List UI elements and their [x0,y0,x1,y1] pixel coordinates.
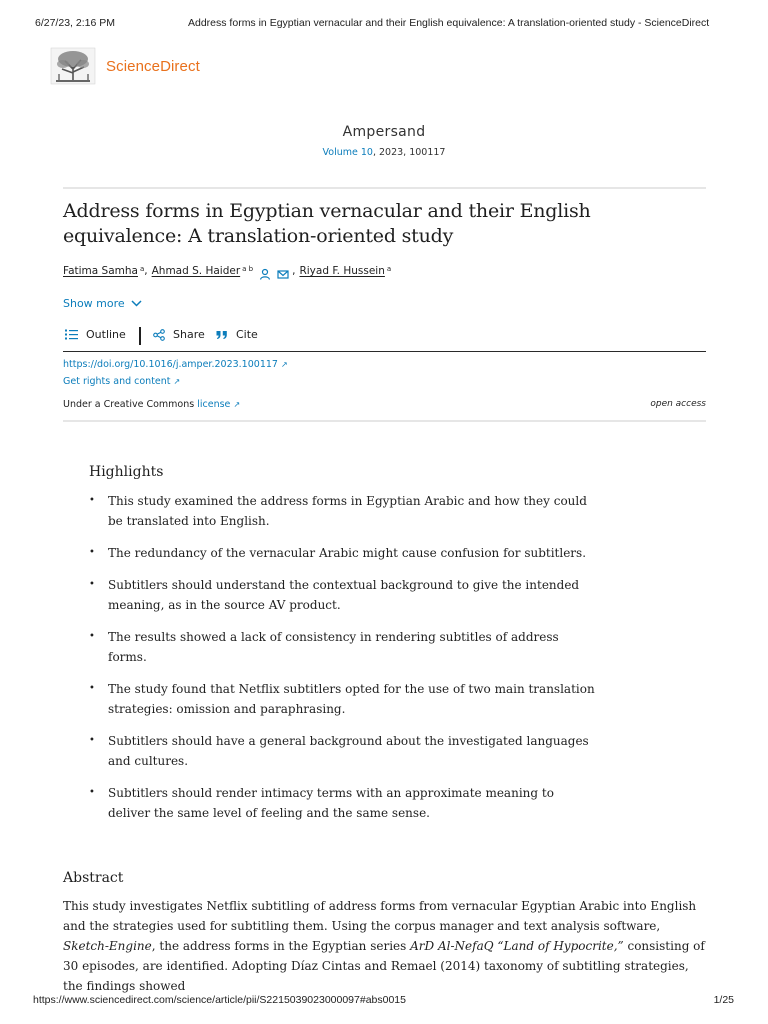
license-link[interactable]: license [197,399,231,410]
license-line [63,399,240,410]
author-list [63,265,391,283]
volume-details: , 2023, 100117 [372,147,446,158]
author-link[interactable]: Ahmad S. Haider [151,265,241,277]
bullet: • [89,631,95,642]
author-separator: , [292,265,296,277]
toolbar-separator [139,327,141,345]
highlights-list [89,491,599,835]
highlight-text: The study found that Netflix subtitlers opted for the use of two main translation strategies: omission and paraphrasing. [108,682,595,716]
author-separator: , [144,265,148,277]
print-page-title: Address forms in Egyptian vernacular and their English equivalence: A translation-oriented study - ScienceDirect [188,17,710,29]
abstract-italic: Sketch-Engine [63,939,152,953]
bullet: • [89,683,95,694]
journal-name[interactable]: Ampersand [342,124,426,140]
show-more-button[interactable] [63,297,142,310]
show-more-label: Show more [63,297,125,310]
highlight-text: Subtitlers should understand the contextual background to give the intended meaning, as in the source AV product. [108,578,580,612]
list-icon [65,329,78,340]
bullet: • [89,735,95,746]
author-affiliation[interactable]: a [386,265,392,273]
abstract-part: This study investigates Netflix subtitling of address forms from vernacular Egyptian Arabic into English and the strategies used for subtitling them. Using the corpus manager and text analysis software, [63,899,697,933]
list-item [89,491,599,531]
highlight-text: The results showed a lack of consistency in rendering subtitles of address forms. [108,630,559,664]
doi-link[interactable] [63,359,288,370]
person-icon[interactable] [259,268,271,283]
highlight-text: Subtitlers should have a general background about the investigated languages and cultures. [108,734,589,768]
quote-icon [216,330,228,340]
brand-name: ScienceDirect [106,57,200,75]
divider [63,420,706,422]
article-toolbar [63,327,706,352]
author-link[interactable]: Fatima Samha [63,265,138,277]
elsevier-tree-logo-icon [50,47,96,85]
email-icon[interactable] [277,268,289,283]
bullet: • [89,547,95,558]
divider [63,187,706,189]
list-item [89,679,599,719]
outline-button[interactable] [65,328,126,341]
highlight-text: The redundancy of the vernacular Arabic might cause confusion for subtitlers. [108,546,587,560]
open-access-label: open access [650,399,706,409]
print-url: https://www.sciencedirect.com/science/article/pii/S2215039023000097#abs0015 [33,994,406,1006]
list-item [89,783,599,823]
volume-line [0,147,768,158]
bullet: • [89,495,95,506]
bullet: • [89,579,95,590]
chevron-down-icon [131,300,142,307]
abstract-part: , the address forms in the Egyptian series [151,939,411,953]
highlight-text: Subtitlers should render intimacy terms with an approximate meaning to deliver the same level of feeling and the same sense. [108,786,554,820]
list-item [89,543,599,563]
share-button[interactable] [153,328,205,341]
author-affiliation[interactable]: a b [242,265,254,273]
cite-label: Cite [236,328,258,341]
doi-text: https://doi.org/10.1016/j.amper.2023.100117 [63,359,278,370]
external-link-icon: ↗ [233,400,241,409]
list-item [89,731,599,771]
outline-label: Outline [86,328,126,341]
license-prefix: Under a Creative Commons [63,399,198,410]
highlights-heading: Highlights [89,464,164,480]
cite-button[interactable] [216,328,258,341]
author-link[interactable]: Riyad F. Hussein [299,265,385,277]
list-item [89,627,599,667]
share-icon [153,329,165,341]
highlight-text: This study examined the address forms in Egyptian Arabic and how they could be translated into English. [108,494,587,528]
external-link-icon: ↗ [173,377,181,386]
abstract-italic: ArD Al-NefaQ “Land of Hypocrite,” [410,939,624,953]
author-affiliation[interactable]: a [139,265,145,273]
abstract-heading: Abstract [63,870,124,886]
page-number: 1/25 [713,994,734,1006]
rights-text: Get rights and content [63,376,171,387]
external-link-icon: ↗ [280,360,288,369]
print-date: 6/27/23, 2:16 PM [35,17,115,29]
rights-link[interactable] [63,376,180,387]
volume-link[interactable]: Volume 10 [322,147,373,158]
share-label: Share [173,328,205,341]
list-item [89,575,599,615]
sciencedirect-logo[interactable] [50,46,200,86]
abstract-part: consisting of 30 episodes, are identified. Adopting Díaz Cintas and Remael (2014) taxonomy of subtitling strategies, the findings showed [63,939,705,993]
abstract-text [63,896,708,996]
bullet: • [89,787,95,798]
article-title: Address forms in Egyptian vernacular and their English equivalence: A translation-oriented study [63,200,591,247]
